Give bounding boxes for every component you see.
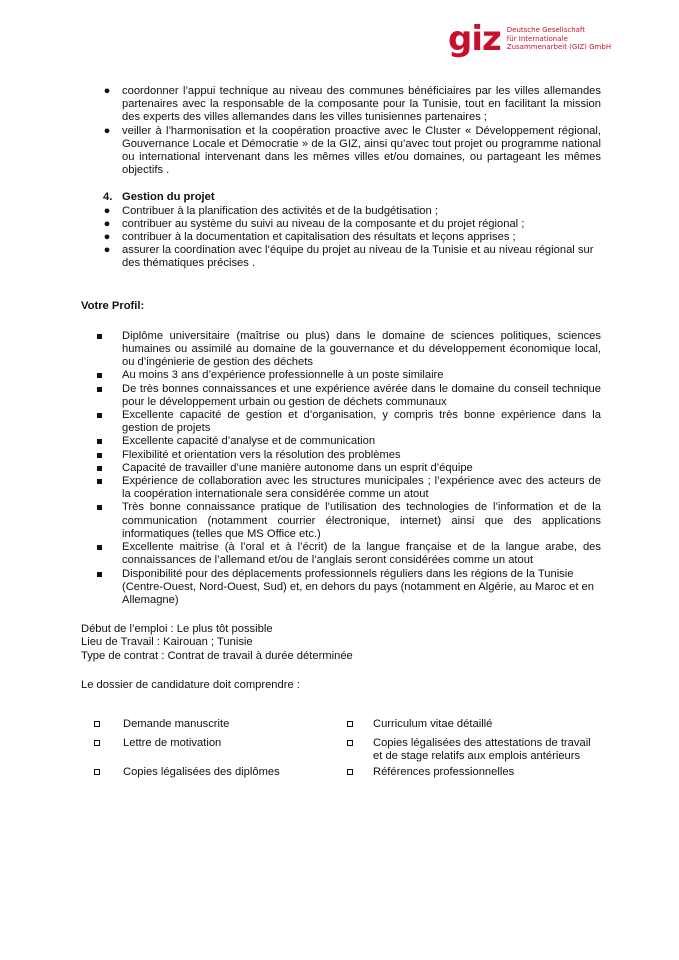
square-bullet-icon: [97, 466, 102, 471]
list-item: Capacité de travailler d’une manière autonome dans un esprit d’équipe: [0, 462, 679, 475]
start-date: Début de l’emploi : Le plus tôt possible: [81, 623, 273, 636]
list-item: Excellente capacité d’analyse et de communication: [0, 435, 679, 448]
list-item: ● assurer la coordination avec l’équipe du projet au niveau de la Tunisie et au niveau régional sur des thématiques précises .: [0, 244, 679, 270]
list-item: ● veiller à l’harmonisation et la coopération proactive avec le Cluster « Développement régional, Gouvernance Locale et Démocratie » de la GIZ, ainsi qu’avec tout projet ou programme national ou international intervenant dans les mêmes villes et/ou domaines, ou partageant les mêmes objectifs .: [0, 125, 679, 178]
dossier-intro: Le dossier de candidature doit comprendre :: [81, 678, 300, 691]
bullet-dot-icon: ●: [103, 231, 111, 244]
checklist-item: Curriculum vitae détaillé: [347, 718, 492, 731]
checklist-item: Lettre de motivation: [0, 737, 347, 763]
document-body: [0, 85, 679, 779]
square-bullet-icon: [97, 373, 102, 378]
list-item: Excellente maitrise (à l’oral et à l’écrit) de la langue française et de la langue arabe, des connaissances de l’allemand et/ou de l’anglais seront considérées comme un atout: [0, 541, 679, 567]
checkbox-icon: [94, 769, 100, 775]
checklist-item: Références professionnelles: [347, 766, 514, 779]
list-item: ● contribuer à la documentation et capitalisation des résultats et leçons apprises ;: [0, 231, 679, 244]
profile-heading: Votre Profil:: [81, 299, 145, 312]
checkbox-icon: [94, 721, 100, 727]
work-location: Lieu de Travail : Kairouan ; Tunisie: [81, 636, 253, 649]
dossier-checklist: [0, 718, 679, 779]
section-number: 4.: [103, 191, 113, 204]
bullet-dot-icon: ●: [103, 217, 111, 230]
bullet-dot-icon: ●: [103, 204, 111, 217]
checkbox-icon: [347, 740, 353, 746]
list-item: ● contribuer au système du suivi au niveau de la composante et du projet régional ;: [0, 218, 679, 231]
square-bullet-icon: [97, 479, 102, 484]
logo-line-1: Deutsche Gesellschaft: [506, 26, 586, 35]
square-bullet-icon: [97, 334, 102, 339]
checkbox-icon: [347, 769, 353, 775]
square-bullet-icon: [97, 545, 102, 550]
checklist-row: [0, 737, 679, 763]
checkbox-icon: [347, 721, 353, 727]
list-item: Au moins 3 ans d’expérience professionnelle à un poste similaire: [0, 369, 679, 382]
section-title: Gestion du projet: [122, 191, 215, 204]
square-bullet-icon: [97, 572, 102, 577]
checklist-row: [0, 718, 679, 731]
square-bullet-icon: [97, 387, 102, 392]
list-item: Flexibilité et orientation vers la résolution des problèmes: [0, 449, 679, 462]
list-item: Expérience de collaboration avec les structures municipales ; l’expérience avec des acteurs de la coopération internationale sera considérée comme un atout: [0, 475, 679, 501]
square-bullet-icon: [97, 413, 102, 418]
logo-line-3: Zusammenarbeit (GIZ) GmbH: [506, 43, 612, 52]
checkbox-icon: [94, 740, 100, 746]
bullet-dot-icon: ●: [103, 124, 111, 137]
checklist-item: Demande manuscrite: [0, 718, 347, 731]
list-item: De très bonnes connaissances et une expérience avérée dans le domaine du conseil technique pour le développement urbain ou gestion de déchets communaux: [0, 383, 679, 409]
checklist-item: Copies légalisées des attestations de travail et de stage relatifs aux emplois antérieurs: [347, 737, 603, 763]
contract-type: Type de contrat : Contrat de travail à durée déterminée: [81, 649, 353, 662]
list-item: ● coordonner l’appui technique au niveau des communes bénéficiaires par les villes allemandes partenaires avec la responsable de la composante pour la Tunisie, tout en facilitant la mission des experts des villes allemandes dans les villes tunisiennes partenaires ;: [0, 85, 679, 125]
list-item: ● Contribuer à la planification des activités et de la budgétisation ;: [0, 205, 679, 218]
square-bullet-icon: [97, 505, 102, 510]
section-heading: [0, 191, 679, 204]
square-bullet-icon: [97, 453, 102, 458]
logo-mark: giz: [448, 19, 501, 59]
bullet-dot-icon: ●: [103, 244, 111, 257]
giz-logo: [448, 19, 612, 59]
bullet-dot-icon: ●: [103, 85, 111, 97]
checklist-row: [0, 766, 679, 779]
checklist-item: Copies légalisées des diplômes: [0, 766, 347, 779]
square-bullet-icon: [97, 439, 102, 444]
logo-line-2: für Internationale: [506, 34, 568, 43]
list-item: Très bonne connaissance pratique de l’utilisation des technologies de l’information et de la communication (notamment courrier électronique, internet) ainsi que des applications informatiques (telles que MS Office etc.): [0, 501, 679, 541]
logo-text: [507, 26, 611, 52]
list-item: Excellente capacité de gestion et d’organisation, y compris très bonne expérience dans la gestion de projets: [0, 409, 679, 435]
list-item: Diplôme universitaire (maîtrise ou plus) dans le domaine de sciences politiques, sciences humaines ou assimilé au domaine de la gouvernance et du développement économique local, ou d’ingénierie de gestion des déchets: [0, 330, 679, 370]
list-item: Disponibilité pour des déplacements professionnels réguliers dans les régions de la Tunisie (Centre-Ouest, Nord-Ouest, Sud) et, en dehors du pays (notamment en Algérie, au Maroc et en Allemagne): [0, 568, 679, 608]
